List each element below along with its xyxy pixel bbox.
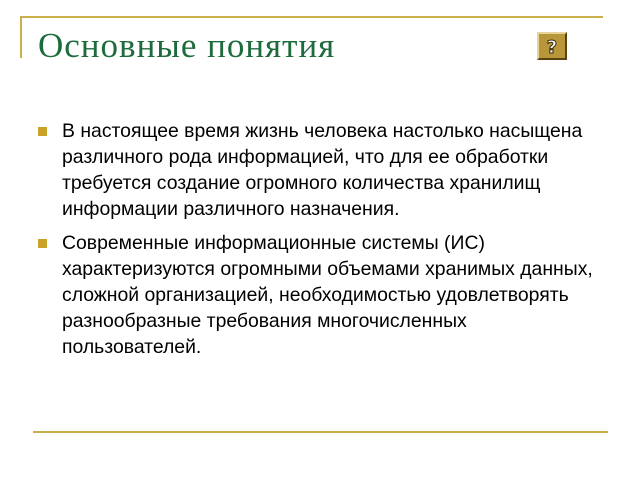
svg-text:?: ? [546, 37, 558, 55]
square-bullet-icon [38, 239, 47, 248]
square-bullet-icon [38, 127, 47, 136]
frame-bottom-line [33, 431, 608, 433]
question-mark-icon [544, 37, 560, 55]
list-item [36, 230, 596, 360]
slide-title: Основные понятия [38, 26, 336, 65]
frame-top-line [20, 16, 603, 18]
bullet-text: В настоящее время жизнь человека настолько насыщена различного рода информацией, что для ее обработки требуется создание огромного количества хранилищ информации различного назначения. [62, 120, 583, 220]
list-item [36, 118, 596, 222]
help-button[interactable] [537, 32, 567, 60]
bullet-list [36, 118, 596, 368]
bullet-text: Современные информационные системы (ИС) характеризуются огромными объемами хранимых данных, сложной организацией, необходимостью удовлетворять разнообразные требования многочисленных пользователей. [62, 232, 593, 358]
frame-left-line [20, 16, 22, 58]
